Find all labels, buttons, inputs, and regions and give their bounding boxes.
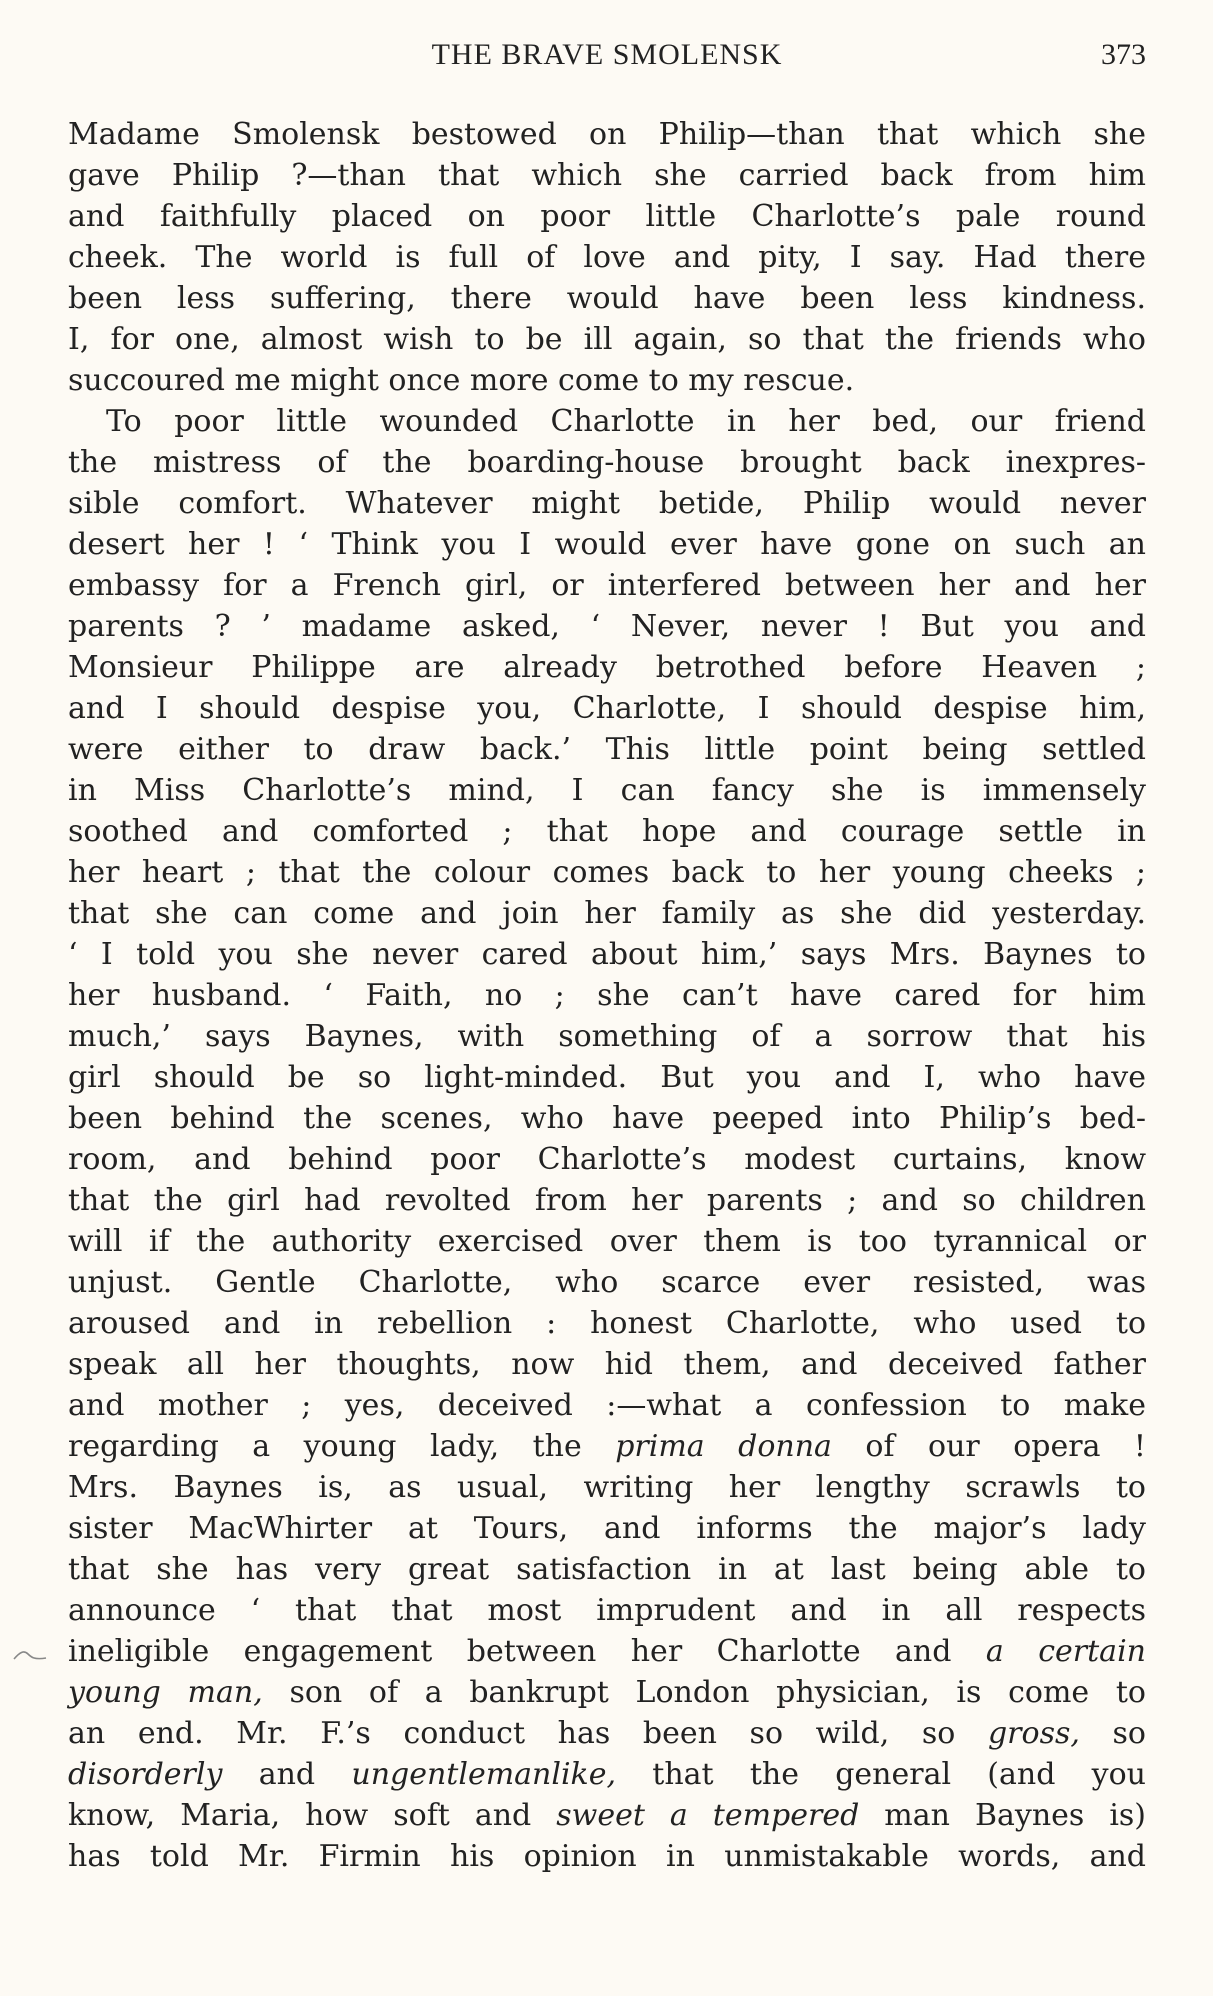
page-number: 373 bbox=[1101, 38, 1146, 71]
text-line: soothed and comforted ; that hope and courage settle in bbox=[68, 814, 1146, 849]
running-head bbox=[68, 38, 1146, 88]
text-line: young man, son of a bankrupt London physician, is come to bbox=[68, 1675, 1146, 1710]
text-line: and faithfully placed on poor little Charlotte’s pale round bbox=[68, 199, 1146, 234]
text-line: her heart ; that the colour comes back to her young cheeks ; bbox=[68, 855, 1146, 890]
text-line: and mother ; yes, deceived :—what a confession to make bbox=[68, 1388, 1146, 1423]
text-line: sister MacWhirter at Tours, and informs the major’s lady bbox=[68, 1511, 1146, 1546]
text-line: were either to draw back.’ This little point being settled bbox=[68, 732, 1146, 767]
text-line: ‘ I told you she never cared about him,’ says Mrs. Baynes to bbox=[68, 937, 1146, 972]
text-line: parents ? ’ madame asked, ‘ Never, never ! But you and bbox=[68, 609, 1146, 644]
text-line: regarding a young lady, the prima donna of our opera ! bbox=[68, 1429, 1146, 1464]
paragraph bbox=[68, 401, 1146, 1877]
text-line: I, for one, almost wish to be ill again, so that the friends who bbox=[68, 322, 1146, 357]
text-line: room, and behind poor Charlotte’s modest curtains, know bbox=[68, 1142, 1146, 1177]
text-line: been less suffering, there would have been less kindness. bbox=[68, 281, 1146, 316]
text-line: Madame Smolensk bestowed on Philip—than that which she bbox=[68, 117, 1146, 152]
text-line: Mrs. Baynes is, as usual, writing her lengthy scrawls to bbox=[68, 1470, 1146, 1505]
text-line: that she can come and join her family as she did yesterday. bbox=[68, 896, 1146, 931]
text-line: cheek. The world is full of love and pity, I say. Had there bbox=[68, 240, 1146, 275]
text-line: has told Mr. Firmin his opinion in unmistakable words, and bbox=[68, 1839, 1146, 1874]
paragraph bbox=[68, 114, 1146, 401]
text-line: aroused and in rebellion : honest Charlotte, who used to bbox=[68, 1306, 1146, 1341]
text-line: and I should despise you, Charlotte, I should despise him, bbox=[68, 691, 1146, 726]
text-line: embassy for a French girl, or interfered between her and her bbox=[68, 568, 1146, 603]
text-line: her husband. ‘ Faith, no ; she can’t have cared for him bbox=[68, 978, 1146, 1013]
text-line: that she has very great satisfaction in at last being able to bbox=[68, 1552, 1146, 1587]
text-line: disorderly and ungentlemanlike, that the general (and you bbox=[68, 1757, 1147, 1792]
text-line: the mistress of the boarding-house brought back inexpres- bbox=[68, 445, 1146, 480]
text-line: unjust. Gentle Charlotte, who scarce ever resisted, was bbox=[68, 1265, 1146, 1300]
text-line: will if the authority exercised over them is too tyrannical or bbox=[68, 1224, 1146, 1259]
text-line: an end. Mr. F.’s conduct has been so wild, so gross, so bbox=[68, 1716, 1146, 1751]
text-line: been behind the scenes, who have peeped into Philip’s bed- bbox=[68, 1101, 1146, 1136]
text-line: girl should be so light-minded. But you and I, who have bbox=[68, 1060, 1146, 1095]
text-line: sible comfort. Whatever might betide, Philip would never bbox=[68, 486, 1146, 521]
text-line: desert her ! ‘ Think you I would ever have gone on such an bbox=[68, 527, 1146, 562]
text-line: gave Philip ?—than that which she carried back from him bbox=[68, 158, 1146, 193]
running-title: THE BRAVE SMOLENSK bbox=[431, 38, 783, 71]
text-line: much,’ says Baynes, with something of a sorrow that his bbox=[68, 1019, 1146, 1054]
pencil-margin-mark bbox=[12, 1648, 48, 1662]
text-line: succoured me might once more come to my rescue. bbox=[68, 363, 855, 398]
text-line: know, Maria, how soft and sweet a tempered man Baynes is) bbox=[68, 1798, 1147, 1833]
body-text bbox=[68, 114, 1146, 1877]
text-line: Monsieur Philippe are already betrothed before Heaven ; bbox=[68, 650, 1146, 685]
text-line: To poor little wounded Charlotte in her bed, our friend bbox=[106, 404, 1146, 439]
text-line: ineligible engagement between her Charlotte and a certain bbox=[68, 1634, 1146, 1669]
text-line: that the girl had revolted from her parents ; and so children bbox=[68, 1183, 1146, 1218]
text-line: announce ‘ that that most imprudent and in all respects bbox=[68, 1593, 1146, 1628]
text-line: in Miss Charlotte’s mind, I can fancy she is immensely bbox=[68, 773, 1146, 808]
text-line: speak all her thoughts, now hid them, and deceived father bbox=[68, 1347, 1146, 1382]
